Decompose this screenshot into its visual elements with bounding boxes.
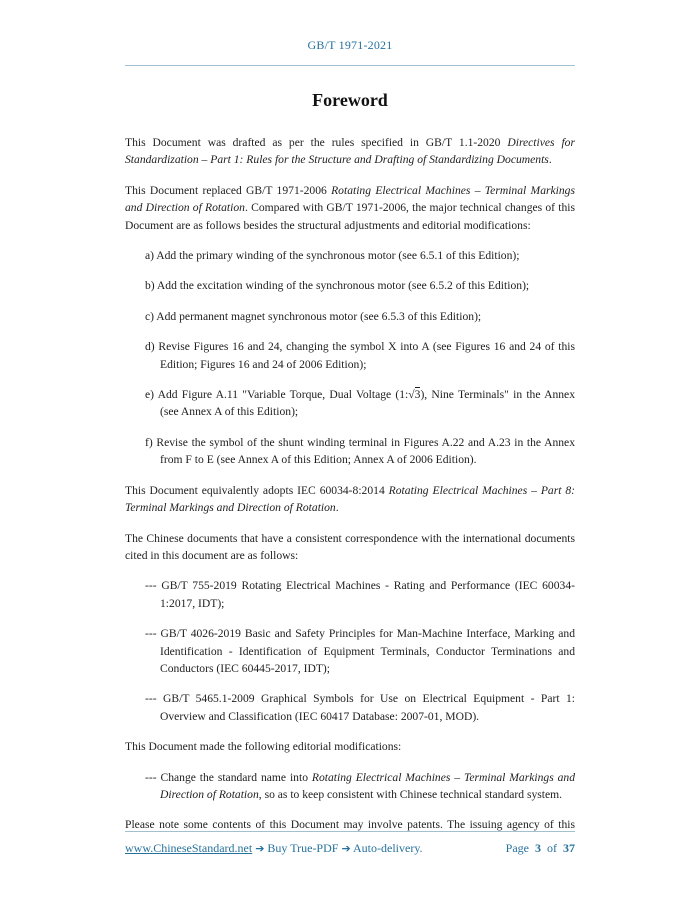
page-label: Page <box>505 841 529 855</box>
text-run: . <box>335 501 339 515</box>
footer-tagline <box>125 841 423 856</box>
paragraph <box>125 530 575 565</box>
header-rule <box>125 65 575 66</box>
paragraph <box>125 182 575 234</box>
page-footer <box>125 831 575 856</box>
paragraph <box>125 738 575 755</box>
page-number: 3 <box>535 841 541 855</box>
buy-true-pdf-text: Buy True-PDF <box>267 841 339 855</box>
total-pages: 37 <box>563 841 575 855</box>
text-run: This Document made the following editorial modifications: <box>125 740 402 754</box>
radicand-text: 3 <box>414 388 421 402</box>
text-run: f) Revise the symbol of the shunt winding terminal in Figures A.22 and A.23 in the Annex from F to E (see Annex A of this Edition; Annex A of 2006 Edition). <box>145 435 575 467</box>
text-run: This Document replaced GB/T 1971-2006 <box>125 183 332 197</box>
list-item <box>125 690 575 725</box>
text-run: e) Add Figure A.11 "Variable Torque, Dual Voltage (1:√ <box>145 388 415 402</box>
text-run: c) Add permanent magnet synchronous motor (see 6.5.3 of this Edition); <box>145 309 482 323</box>
list-item <box>125 308 575 325</box>
arrow-icon: ➔ <box>341 842 351 855</box>
italic-text: Rotating Electrical Machines – Terminal Markings and Direction of Rotation <box>160 770 575 801</box>
text-run: , so as to keep consistent with Chinese technical standard system. <box>258 787 563 801</box>
text-run: This Document was drafted as per the rules specified in GB/T 1.1-2020 <box>125 136 508 149</box>
doc-number: GB/T 1971-2021 <box>307 38 393 52</box>
footer-row <box>125 841 575 856</box>
text-run: --- GB/T 5465.1-2009 Graphical Symbols for Use on Electrical Equipment - Part 1: Overview and Classification (IEC 60417 Database: 2007-01, MOD). <box>145 692 575 723</box>
auto-delivery-text: Auto-delivery. <box>353 841 423 855</box>
page-header <box>125 38 575 66</box>
text-run: --- GB/T 4026-2019 Basic and Safety Principles for Man-Machine Interface, Marking and Identification - Identification of Equipment Terminals, Conductor Terminations and Conductors (IEC 60445-2017, IDT); <box>145 627 575 675</box>
list-item <box>125 338 575 373</box>
text-run: . Compared with GB/T 1971-2006, the major technical changes of this Document are as follows besides the structural adjustments and editorial modifications: <box>125 201 576 232</box>
list-item <box>125 577 575 612</box>
paragraph <box>125 482 575 517</box>
italic-text: Directives for Standardization – Part 1: Rules for the Structure and Drafting of Standardizing Documents <box>125 136 575 167</box>
text-run: The Chinese documents that have a consistent correspondence with the international documents cited in this document are as follows: <box>125 531 575 562</box>
italic-text: Rotating Electrical Machines – Terminal Markings and Direction of Rotation <box>125 183 575 215</box>
document-body <box>125 134 575 834</box>
list-item <box>125 386 575 421</box>
of-label: of <box>547 841 557 855</box>
list-item <box>125 625 575 677</box>
text-run: --- GB/T 755-2019 Rotating Electrical Machines - Rating and Performance (IEC 60034-1:2017, IDT); <box>145 579 575 610</box>
arrow-icon: ➔ <box>255 842 265 855</box>
page-indicator <box>503 841 575 856</box>
text-run: --- Change the standard name into <box>145 770 312 784</box>
text-run: d) Revise Figures 16 and 24, changing the symbol X into A (see Figures 16 and 24 of this Edition; Figures 16 and 24 of 2006 Edition); <box>145 340 575 371</box>
italic-text: Rotating Electrical Machines – Part 8: Terminal Markings and Direction of Rotation <box>125 483 575 515</box>
list-item <box>125 277 575 294</box>
list-item <box>125 247 575 264</box>
text-run: a) Add the primary winding of the synchronous motor (see 6.5.1 of this Edition); <box>145 249 520 263</box>
footer-rule <box>125 831 575 832</box>
text-run: . <box>548 153 552 167</box>
text-run: Please note some contents of this Document may involve patents. The issuing agency of this <box>125 818 575 832</box>
paragraph <box>125 134 575 169</box>
text-run: This Document equivalently adopts IEC 60034-8:2014 <box>125 483 389 497</box>
site-link[interactable]: www.ChineseStandard.net <box>125 841 253 855</box>
list-item <box>125 769 575 804</box>
list-item <box>125 434 575 469</box>
text-run: ), Nine Terminals" in the Annex (see Annex A of this Edition); <box>160 388 575 419</box>
text-run: b) Add the excitation winding of the synchronous motor (see 6.5.2 of this Edition); <box>145 279 530 293</box>
page-title: Foreword <box>312 90 388 110</box>
